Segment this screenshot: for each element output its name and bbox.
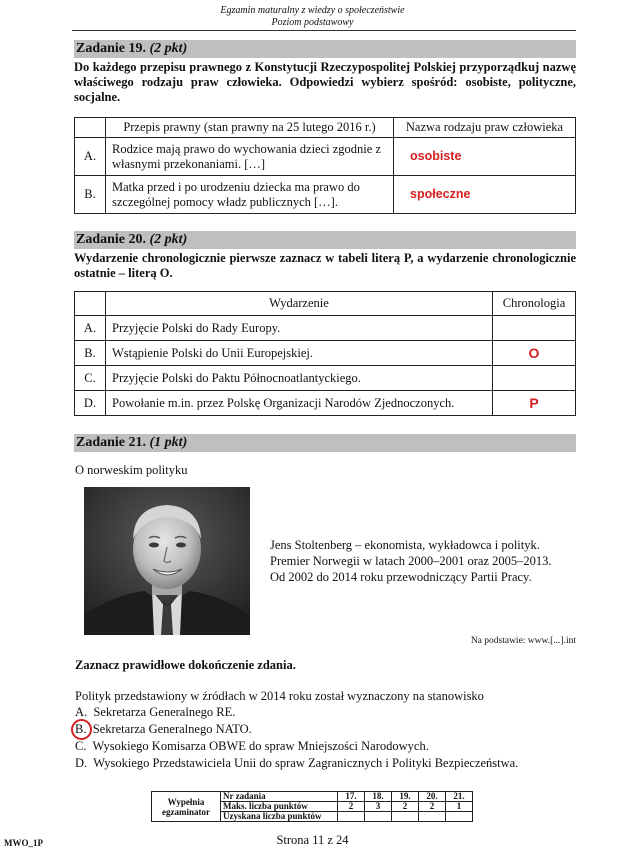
earned-points-cell[interactable] bbox=[392, 812, 419, 822]
option-a[interactable] bbox=[75, 704, 235, 720]
task-no-cell: 18. bbox=[365, 792, 392, 802]
examiner-scorebox bbox=[151, 791, 473, 822]
handwritten-answer: społeczne bbox=[410, 187, 471, 201]
task21-command: Zaznacz prawidłowe dokończenie zdania. bbox=[75, 658, 296, 672]
task20-header bbox=[74, 231, 576, 249]
task20-col-event: Wydarzenie bbox=[106, 292, 493, 316]
exam-code: MWO_1P bbox=[4, 838, 43, 848]
bio-line-3: Od 2002 do 2014 roku przewodniczący Partii Pracy. bbox=[270, 570, 532, 584]
option-text: Sekretarza Generalnego RE. bbox=[93, 705, 236, 719]
task20-instruction: Wydarzenie chronologicznie pierwsze zaznacz w tabeli literą P, a wydarzenie chronologicznie ostatnie – literą O. bbox=[74, 251, 576, 280]
task20-corner-cell bbox=[75, 292, 106, 316]
answer-cell[interactable] bbox=[394, 176, 576, 214]
event-text: Wstąpienie Polski do Unii Europejskiej. bbox=[106, 341, 493, 366]
task-no-cell: 17. bbox=[338, 792, 365, 802]
option-text: Sekretarza Generalnego NATO. bbox=[92, 722, 252, 736]
earned-points-cell[interactable] bbox=[338, 812, 365, 822]
task20-points: (2 pkt) bbox=[149, 232, 188, 247]
row-letter: A. bbox=[75, 316, 106, 341]
option-c[interactable] bbox=[75, 738, 429, 754]
task-no-cell: 19. bbox=[392, 792, 419, 802]
handwritten-answer: osobiste bbox=[410, 149, 462, 163]
earned-points-cell[interactable] bbox=[365, 812, 392, 822]
row-letter: A. bbox=[75, 138, 106, 176]
header-divider bbox=[72, 30, 576, 31]
option-text: Wysokiego Komisarza OBWE do spraw Mniejszości Narodowych. bbox=[92, 739, 429, 753]
source-intro: O norweskim polityku bbox=[75, 463, 188, 477]
task19-corner-cell bbox=[75, 118, 106, 138]
task-no-cell: 21. bbox=[446, 792, 473, 802]
table-row bbox=[75, 138, 576, 176]
option-letter: D. bbox=[75, 756, 88, 770]
row-label-earned-points: Uzyskana liczba punktów bbox=[221, 812, 338, 822]
row-label-task-no: Nr zadania bbox=[221, 792, 338, 802]
scorebox-label-1: Wypełnia bbox=[167, 796, 205, 807]
page-number: Strona 11 z 24 bbox=[276, 833, 349, 847]
earned-points-cell[interactable] bbox=[419, 812, 446, 822]
answer-cell[interactable] bbox=[394, 138, 576, 176]
task19-table bbox=[74, 117, 576, 214]
task19-title: Zadanie 19. bbox=[76, 41, 147, 56]
max-points-cell: 2 bbox=[419, 802, 446, 812]
exam-level: Poziom podstawowy bbox=[271, 17, 354, 28]
task21-points: (1 pkt) bbox=[149, 435, 188, 450]
task20-table bbox=[74, 291, 576, 416]
bio-line-1: Jens Stoltenberg – ekonomista, wykładowca i polityk. bbox=[270, 538, 540, 552]
event-text: Przyjęcie Polski do Paktu Północnoatlantyckiego. bbox=[106, 366, 493, 391]
option-letter: A. bbox=[75, 705, 88, 719]
chronology-cell[interactable] bbox=[493, 316, 576, 341]
chronology-cell[interactable] bbox=[493, 341, 576, 366]
event-text: Przyjęcie Polski do Rady Europy. bbox=[106, 316, 493, 341]
chronology-cell[interactable] bbox=[493, 366, 576, 391]
row-letter: B. bbox=[75, 176, 106, 214]
table-row bbox=[75, 341, 576, 366]
row-letter: D. bbox=[75, 391, 106, 416]
row-label-max-points: Maks. liczba punktów bbox=[221, 802, 338, 812]
source-citation: Na podstawie: www.[...].int bbox=[470, 636, 576, 646]
bio-line-2: Premier Norwegii w latach 2000–2001 oraz 2005–2013. bbox=[270, 554, 552, 568]
row-letter: B. bbox=[75, 341, 106, 366]
table-row bbox=[75, 391, 576, 416]
row-letter: C. bbox=[75, 366, 106, 391]
option-text: Wysokiego Przedstawiciela Unii do spraw Zagranicznych i Polityki Bezpieczeństwa. bbox=[93, 756, 519, 770]
max-points-cell: 1 bbox=[446, 802, 473, 812]
handwritten-mark: O bbox=[528, 344, 540, 361]
table-row bbox=[75, 366, 576, 391]
task20-col-chrono: Chronologia bbox=[493, 292, 576, 316]
handwritten-mark: P bbox=[529, 394, 539, 411]
earned-points-cell[interactable] bbox=[446, 812, 473, 822]
rule-text: Matka przed i po urodzeniu dziecka ma prawo do szczególnej pomocy władz publicznych […]. bbox=[106, 176, 394, 214]
portrait-image bbox=[84, 487, 250, 635]
answer-circle-mark bbox=[71, 719, 92, 740]
event-text: Powołanie m.in. przez Polskę Organizacji Narodów Zjednoczonych. bbox=[106, 391, 493, 416]
scorebox-label-2: egzaminator bbox=[162, 806, 210, 817]
exam-title: Egzamin maturalny z wiedzy o społeczeństwie bbox=[220, 5, 405, 16]
politician-photo bbox=[84, 487, 250, 635]
task21-header bbox=[74, 434, 576, 452]
task21-title: Zadanie 21. bbox=[76, 435, 147, 450]
option-d[interactable] bbox=[75, 755, 518, 771]
chronology-cell[interactable] bbox=[493, 391, 576, 416]
task19-instruction: Do każdego przepisu prawnego z Konstytucji Rzeczypospolitej Polskiej przyporządkuj nazwę właściwego rodzaju praw człowieka. Odpowiedzi wybierz spośród: osobiste, polityczne, socjalne. bbox=[74, 60, 576, 104]
task19-col-rule: Przepis prawny (stan prawny na 25 lutego 2016 r.) bbox=[106, 118, 394, 138]
rule-text: Rodzice mają prawo do wychowania dzieci zgodnie z własnymi przekonaniami. […] bbox=[106, 138, 394, 176]
task-no-cell: 20. bbox=[419, 792, 446, 802]
task21-stem: Polityk przedstawiony w źródłach w 2014 roku został wyznaczony na stanowisko bbox=[75, 689, 484, 703]
table-row bbox=[75, 176, 576, 214]
option-letter: B. bbox=[75, 722, 87, 736]
max-points-cell: 2 bbox=[338, 802, 365, 812]
task20-title: Zadanie 20. bbox=[76, 232, 147, 247]
scorebox-label bbox=[152, 792, 221, 822]
table-row bbox=[75, 316, 576, 341]
task19-points: (2 pkt) bbox=[149, 41, 188, 56]
task19-col-name: Nazwa rodzaju praw człowieka bbox=[394, 118, 576, 138]
option-b[interactable] bbox=[75, 721, 252, 737]
option-letter: C. bbox=[75, 739, 87, 753]
task19-header bbox=[74, 40, 576, 58]
max-points-cell: 2 bbox=[392, 802, 419, 812]
max-points-cell: 3 bbox=[365, 802, 392, 812]
